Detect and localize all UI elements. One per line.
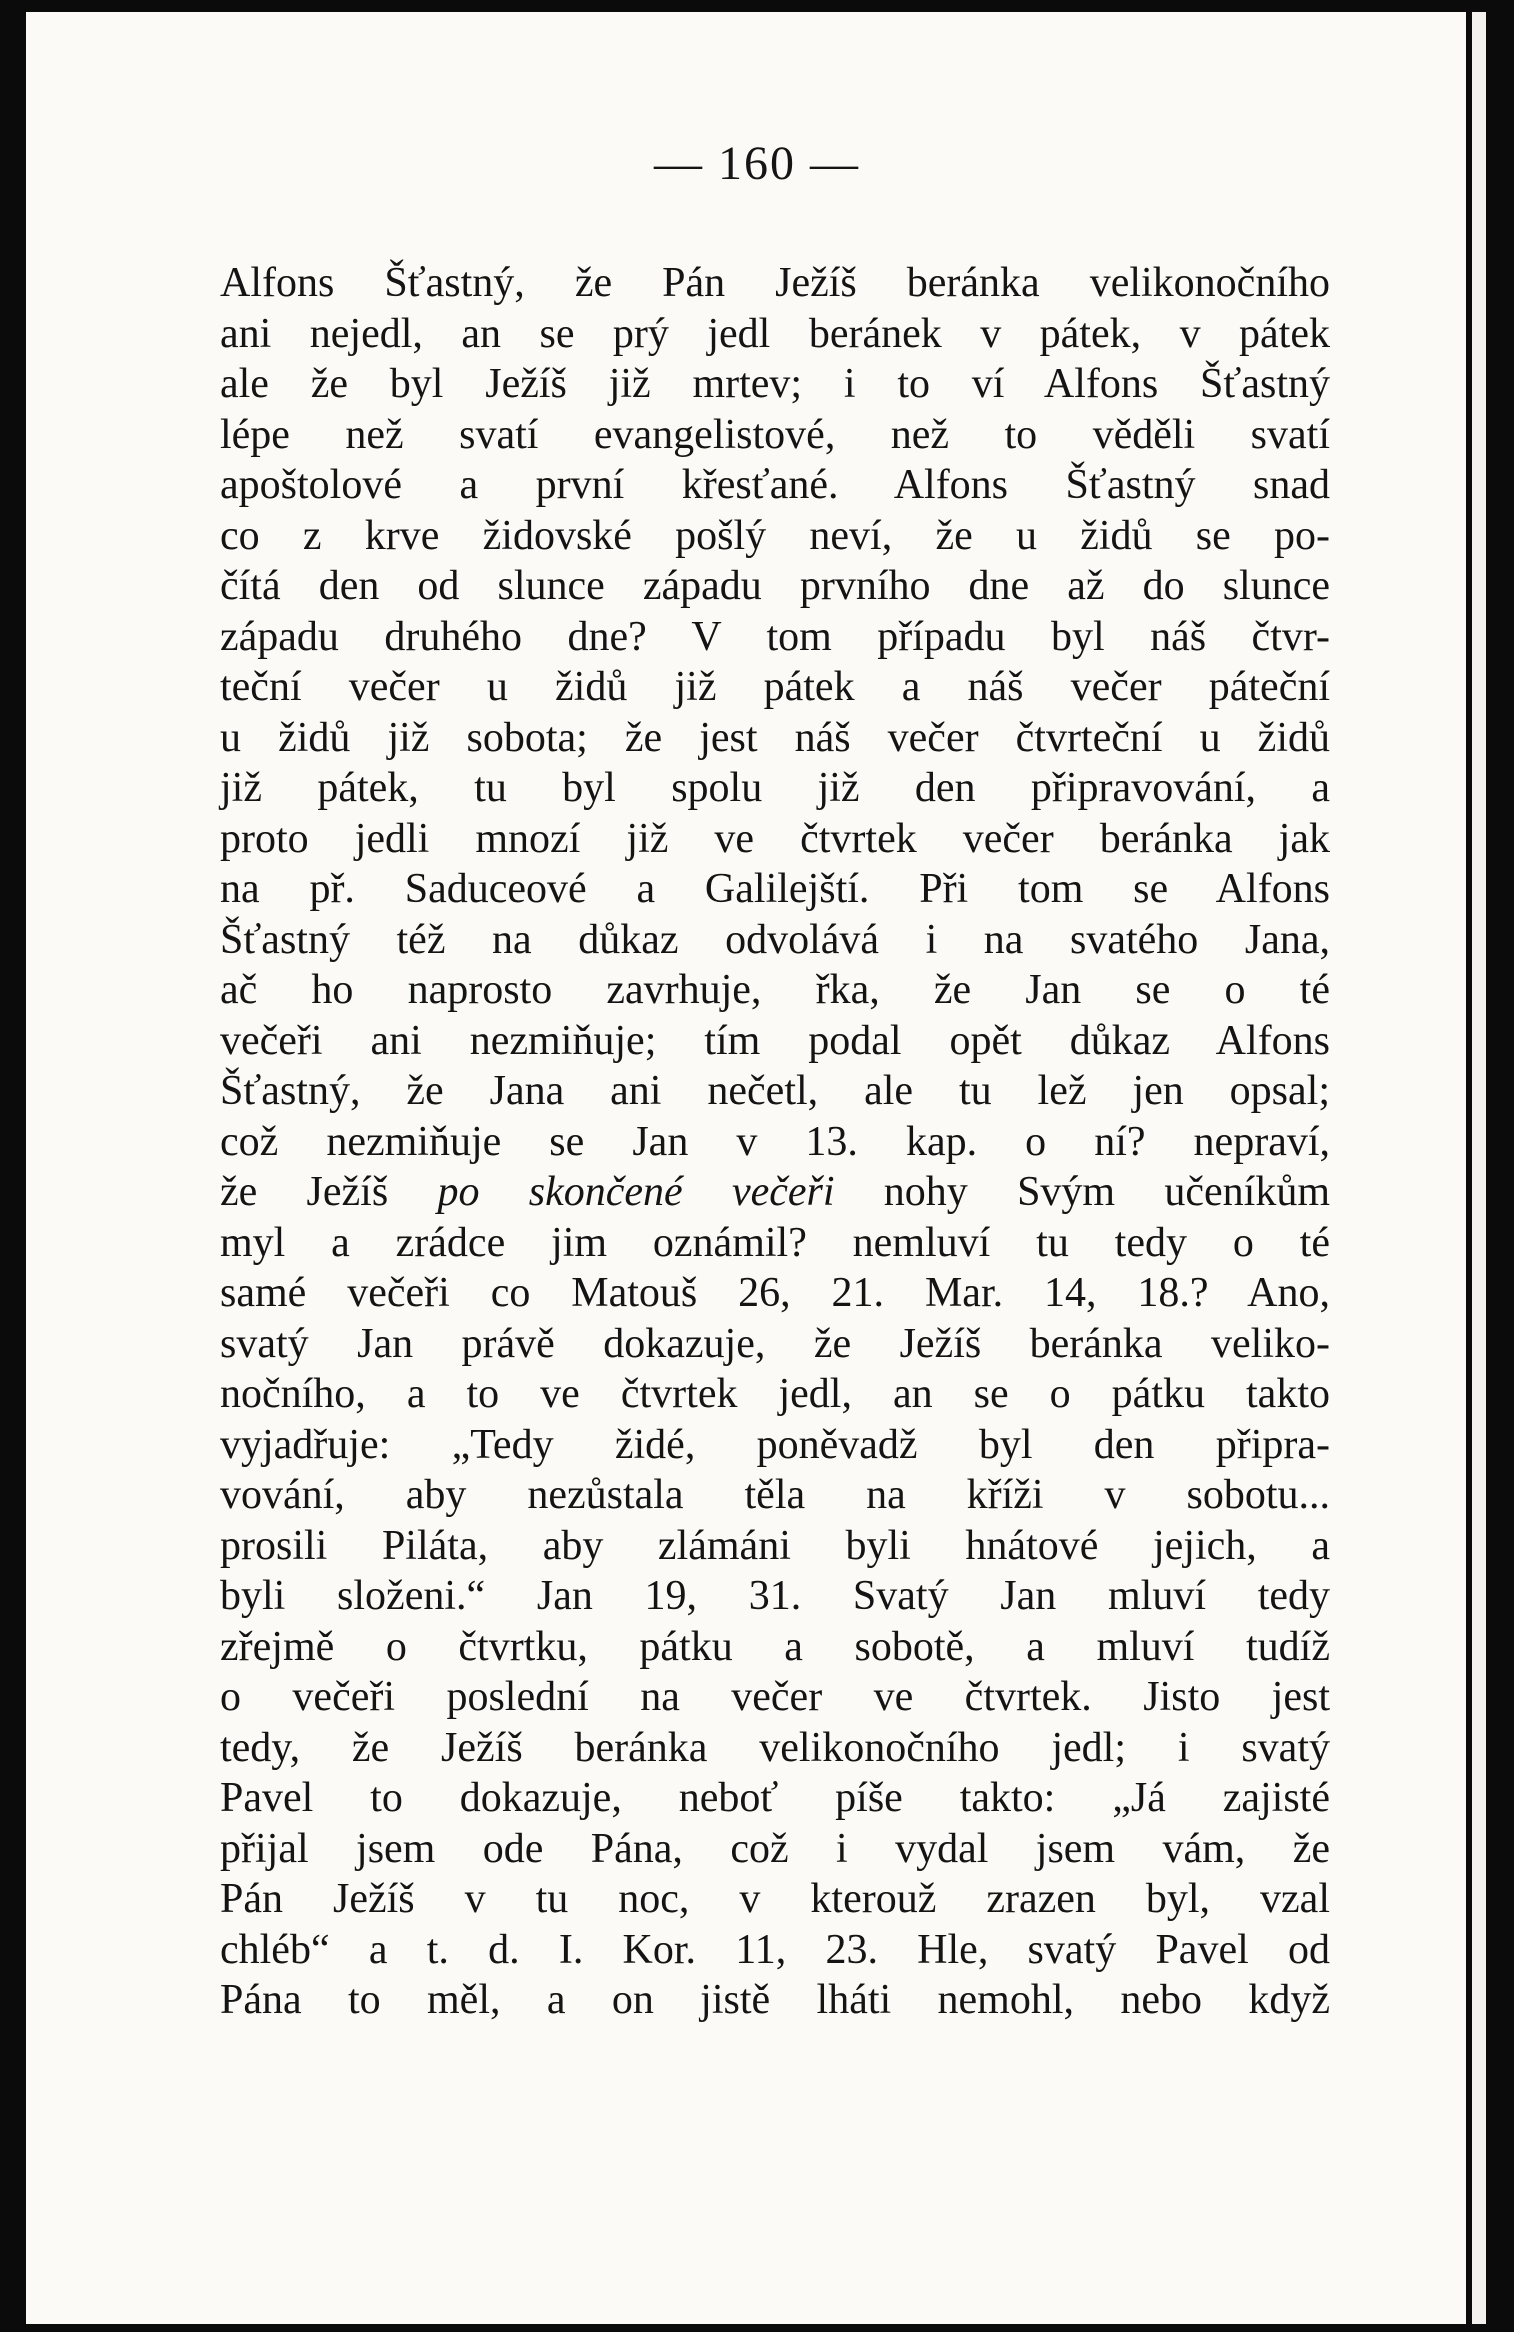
text-line: chléb“ a t. d. I. Kor. 11, 23. Hle, svatý Pavel od (220, 1926, 1330, 1973)
text-line: svatý Jan právě dokazuje, že Ježíš beránka veliko- (220, 1320, 1330, 1367)
text-line: na př. Saduceové a Galilejští. Při tom se Alfons (220, 866, 1330, 912)
text-line: Šťastný též na důkaz odvolává i na svatého Jana, (220, 916, 1330, 963)
text-line: což nezmiňuje se Jan v 13. kap. o ní? nepraví, (220, 1118, 1330, 1165)
text-line: ale že byl Ježíš již mrtev; i to ví Alfons Šťastný (220, 361, 1330, 407)
text-line: večeři ani nezmiňuje; tím podal opět důkaz Alfons (220, 1017, 1330, 1064)
text-line: že Ježíš po skončené večeři nohy Svým učeníkům (220, 1169, 1330, 1215)
text-line: myl a zrádce jim oznámil? nemluví tu tedy o té (220, 1219, 1330, 1266)
text-line: byli složeni.“ Jan 19, 31. Svatý Jan mluví tedy (220, 1573, 1330, 1619)
text-line: ač ho naprosto zavrhuje, řka, že Jan se o té (220, 967, 1330, 1013)
body-text (220, 258, 1330, 2026)
italic-phrase: po skončené večeři (437, 1169, 835, 1215)
text-line: přijal jsem ode Pána, což i vydal jsem vám, že (220, 1825, 1330, 1872)
text-line: Pavel to dokazuje, neboť píše takto: „Já zajisté (220, 1775, 1330, 1821)
text-line: Alfons Šťastný, že Pán Ježíš beránka velikonočního (220, 260, 1330, 306)
text-line: prosili Piláta, aby zlámáni byli hnátové jejich, a (220, 1522, 1330, 1569)
text-line: apoštolové a první křesťané. Alfons Šťastný snad (220, 462, 1330, 508)
text-line: čítá den od slunce západu prvního dne až do slunce (220, 563, 1330, 609)
text-line: lépe než svatí evangelistové, než to věděli svatí (220, 411, 1330, 458)
text-line: tedy, že Ježíš beránka velikonočního jedl; i svatý (220, 1724, 1330, 1771)
text-line: Pána to měl, a on jistě lháti nemohl, nebo když (220, 1977, 1330, 2023)
text-line: západu druhého dne? V tom případu byl náš čtvr- (220, 613, 1330, 660)
text-line: co z krve židovské pošlý neví, že u židů se po- (220, 512, 1330, 559)
text-line: samé večeři co Matouš 26, 21. Mar. 14, 18.? Ano, (220, 1270, 1330, 1316)
text-line: Šťastný, že Jana ani nečetl, ale tu lež jen opsal; (220, 1068, 1330, 1114)
text-line: ani nejedl, an se prý jedl beránek v pátek, v pátek (220, 310, 1330, 357)
text-line: o večeři poslední na večer ve čtvrtek. Jisto jest (220, 1674, 1330, 1720)
text-line: nočního, a to ve čtvrtek jedl, an se o pátku takto (220, 1371, 1330, 1417)
text-line: teční večer u židů již pátek a náš večer páteční (220, 664, 1330, 710)
text-line: u židů již sobota; že jest náš večer čtvrteční u židů (220, 714, 1330, 761)
text-line: vyjadřuje: „Tedy židé, poněvadž byl den připra- (220, 1421, 1330, 1468)
text-line: proto jedli mnozí již ve čtvrtek večer beránka jak (220, 815, 1330, 862)
text-line: vování, aby nezůstala těla na kříži v sobotu... (220, 1472, 1330, 1518)
text-line: zřejmě o čtvrtku, pátku a sobotě, a mluví tudíž (220, 1623, 1330, 1670)
text-line: již pátek, tu byl spolu již den připravování, a (220, 765, 1330, 811)
page-number: — 160 — (654, 137, 860, 190)
page-edge (1472, 12, 1486, 2324)
text-line: Pán Ježíš v tu noc, v kterouž zrazen byl, vzal (220, 1876, 1330, 1922)
